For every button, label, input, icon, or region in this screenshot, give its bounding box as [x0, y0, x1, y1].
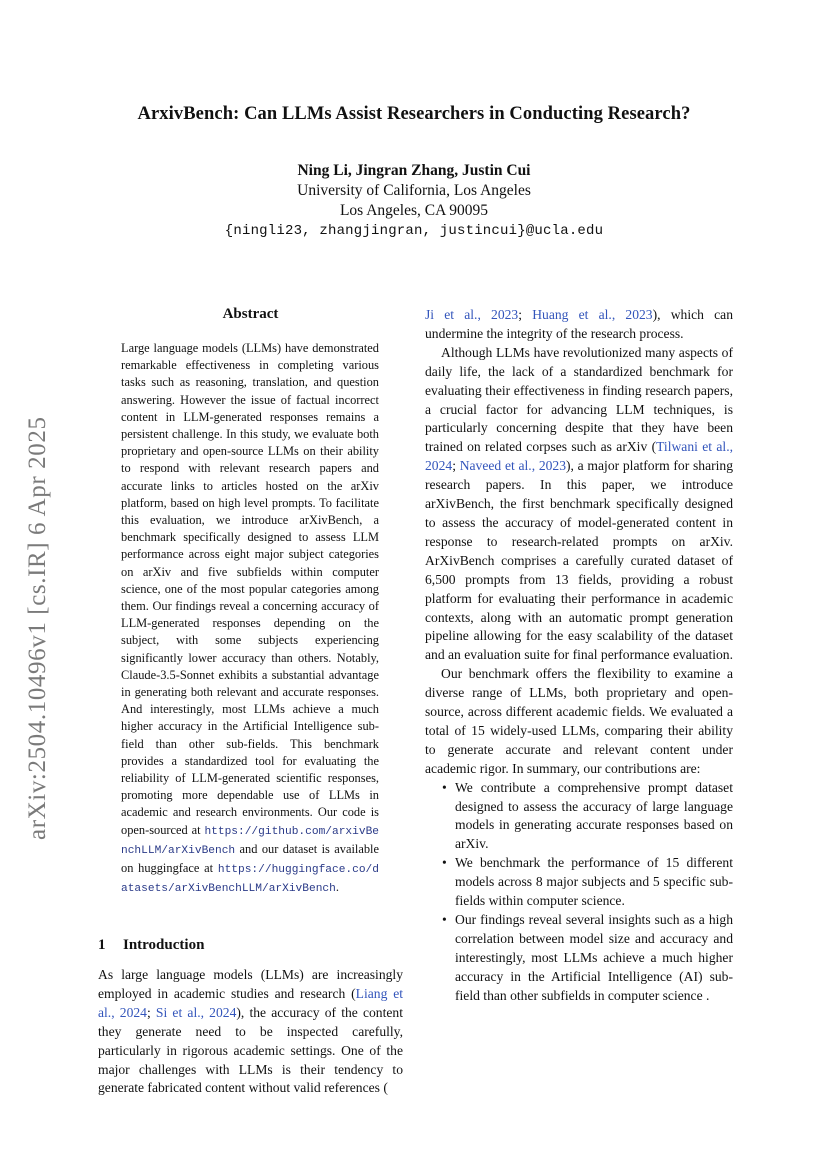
author-names: Ning Li, Jingran Zhang, Justin Cui [297, 162, 531, 179]
abstract-text: Large language models (LLMs) have demonstrated remarkable effectiveness in completing various tasks such as reasoning, translation, and question answering. However the issue of factual incorrect content in LLM-generated responses remains a persistent challenge. In this study, we evaluate both proprietary and open-source LLMs on their ability to respond with relevant research papers and accurate links to articles hosted on the arXiv platform, based on high level prompts. To facilitate this evaluation, we introduce arXivBench, a benchmark specifically designed to assess LLM performance across eight major subject categories on arXiv and five subfields within computer science, one of the most popular categories among them. Our findings reveal a concerning accuracy of LLM-generated responses depending on the subject, with some subjects experiencing significantly lower accuracy than others. Notably, Claude-3.5-Sonnet exhibits a substantial advantage in generating both relevant and accurate responses. And interestingly, most LLMs achieve a much higher accuracy in the Artificial Intelligence sub-field than other sub-fields. This benchmark provides a standardized tool for evaluating the reliability of LLM-generated scientific responses, promoting more dependable use of LLMs in academic and research environments. Our code is open-sourced at [121, 341, 379, 837]
paragraph-text: ), a major platform for sharing research papers. In this paper, we introduce arXivBench, the first benchmark specifically designed to assess the accuracy of model-generated content in response to research-related prompts on arXiv. ArXivBench comprises a carefully curated dataset of 6,500 prompts from 13 fields, providing a robust platform for evaluating their performance in academic contexts, along with an automatic prompt generation pipeline allowing for the easy scalability of the dataset and an evaluation suite for final performance evaluation. [425, 458, 734, 663]
abstract-body [121, 340, 379, 899]
section-heading-introduction [98, 937, 204, 954]
right-column [425, 306, 733, 1006]
author-block [0, 161, 828, 241]
list-item-text: We benchmark the performance of 15 different models across 8 major subjects and 5 specific sub-fields within computer science. [455, 855, 733, 909]
bullet-icon: • [442, 855, 447, 871]
list-item [442, 779, 733, 855]
list-item-text: Our findings reveal several insights such as a high correlation between model size and accuracy and interestingly, most LLMs achieve a much higher accuracy in the Artificial Intelligence (AI) sub-field than other subfields in computer science . [455, 912, 733, 1003]
bullet-icon: • [442, 912, 447, 927]
citation-link[interactable]: Liang et al., 2024 [98, 985, 404, 1020]
list-item-text: We contribute a comprehensive prompt dataset designed to assess the accuracy of large language models in generating accurate responses based on arXiv. [455, 779, 733, 852]
intro-paragraph-3: Our benchmark offers the flexibility to examine a diverse range of LLMs, both proprietary and open-source, across different academic fields. We evaluated a total of 15 widely-used LLMs, comparing their ability to generate accurate and relevant content under academic rigor. In summary, our contributions are: [425, 666, 733, 776]
list-item [442, 854, 733, 911]
author-emails: {ningli23, zhangjingran, justincui}@ucla.edu [224, 223, 604, 239]
citation-link[interactable]: Naveed et al., 2023 [459, 458, 567, 474]
paragraph-text: ; [146, 1004, 156, 1020]
list-item [442, 911, 733, 1006]
abstract-text: and our dataset is available on huggingface at [121, 841, 379, 876]
bullet-icon: • [442, 779, 447, 795]
citation-link[interactable]: Ji et al., 2023 [425, 307, 519, 322]
section-number: 1 [98, 937, 106, 953]
section-title: Introduction [123, 937, 205, 953]
intro-paragraph-2 [425, 344, 733, 665]
paragraph-text: ), which can undermine the integrity of the research process. [425, 307, 733, 341]
contributions-list [425, 779, 733, 1006]
citation-link[interactable]: Huang et al., 2023 [532, 307, 653, 322]
intro-paragraph-1 [98, 966, 403, 1098]
paragraph-text: Although LLMs have revolutionized many aspects of daily life, the lack of a standardized benchmark for evaluating their effectiveness in finding research papers, a crucial factor for advancing LLM techniques, is particularly concerning despite that they have been trained on related corpses such as arXiv ( [425, 344, 733, 455]
location: Los Angeles, CA 90095 [339, 202, 489, 219]
paragraph-text: As large language models (LLMs) are increasingly employed in academic studies and research ( [98, 967, 403, 1001]
paragraph-text: ; [518, 307, 533, 322]
affiliation: University of California, Los Angeles [297, 182, 531, 199]
paragraph-text: ), the accuracy of the content they generate need to be inspected carefully, particularly in rigorous academic settings. One of the major challenges with LLMs is their tendency to generate fabricated content without valid references ( [98, 1004, 403, 1096]
abstract-text: . [335, 880, 339, 895]
citation-link[interactable]: Tilwani et al., 2024 [425, 439, 733, 474]
dataset-link[interactable]: https://huggingface.co/datasets/arXivBenchLLM/arXivBench [121, 864, 379, 896]
paragraph-text: ; [452, 458, 460, 474]
citation-link[interactable]: Si et al., 2024 [155, 1004, 237, 1020]
abstract-heading: Abstract [222, 306, 279, 322]
arxiv-identifier-stamp: arXiv:2504.10496v1 [cs.IR] 6 Apr 2025 [24, 416, 51, 840]
paper-title: ArxivBench: Can LLMs Assist Researchers in Conducting Research? [137, 104, 691, 124]
intro-paragraph-1-continued [425, 306, 733, 344]
code-repo-link[interactable]: https://github.com/arxivBenchLLM/arXivBench [121, 825, 379, 857]
